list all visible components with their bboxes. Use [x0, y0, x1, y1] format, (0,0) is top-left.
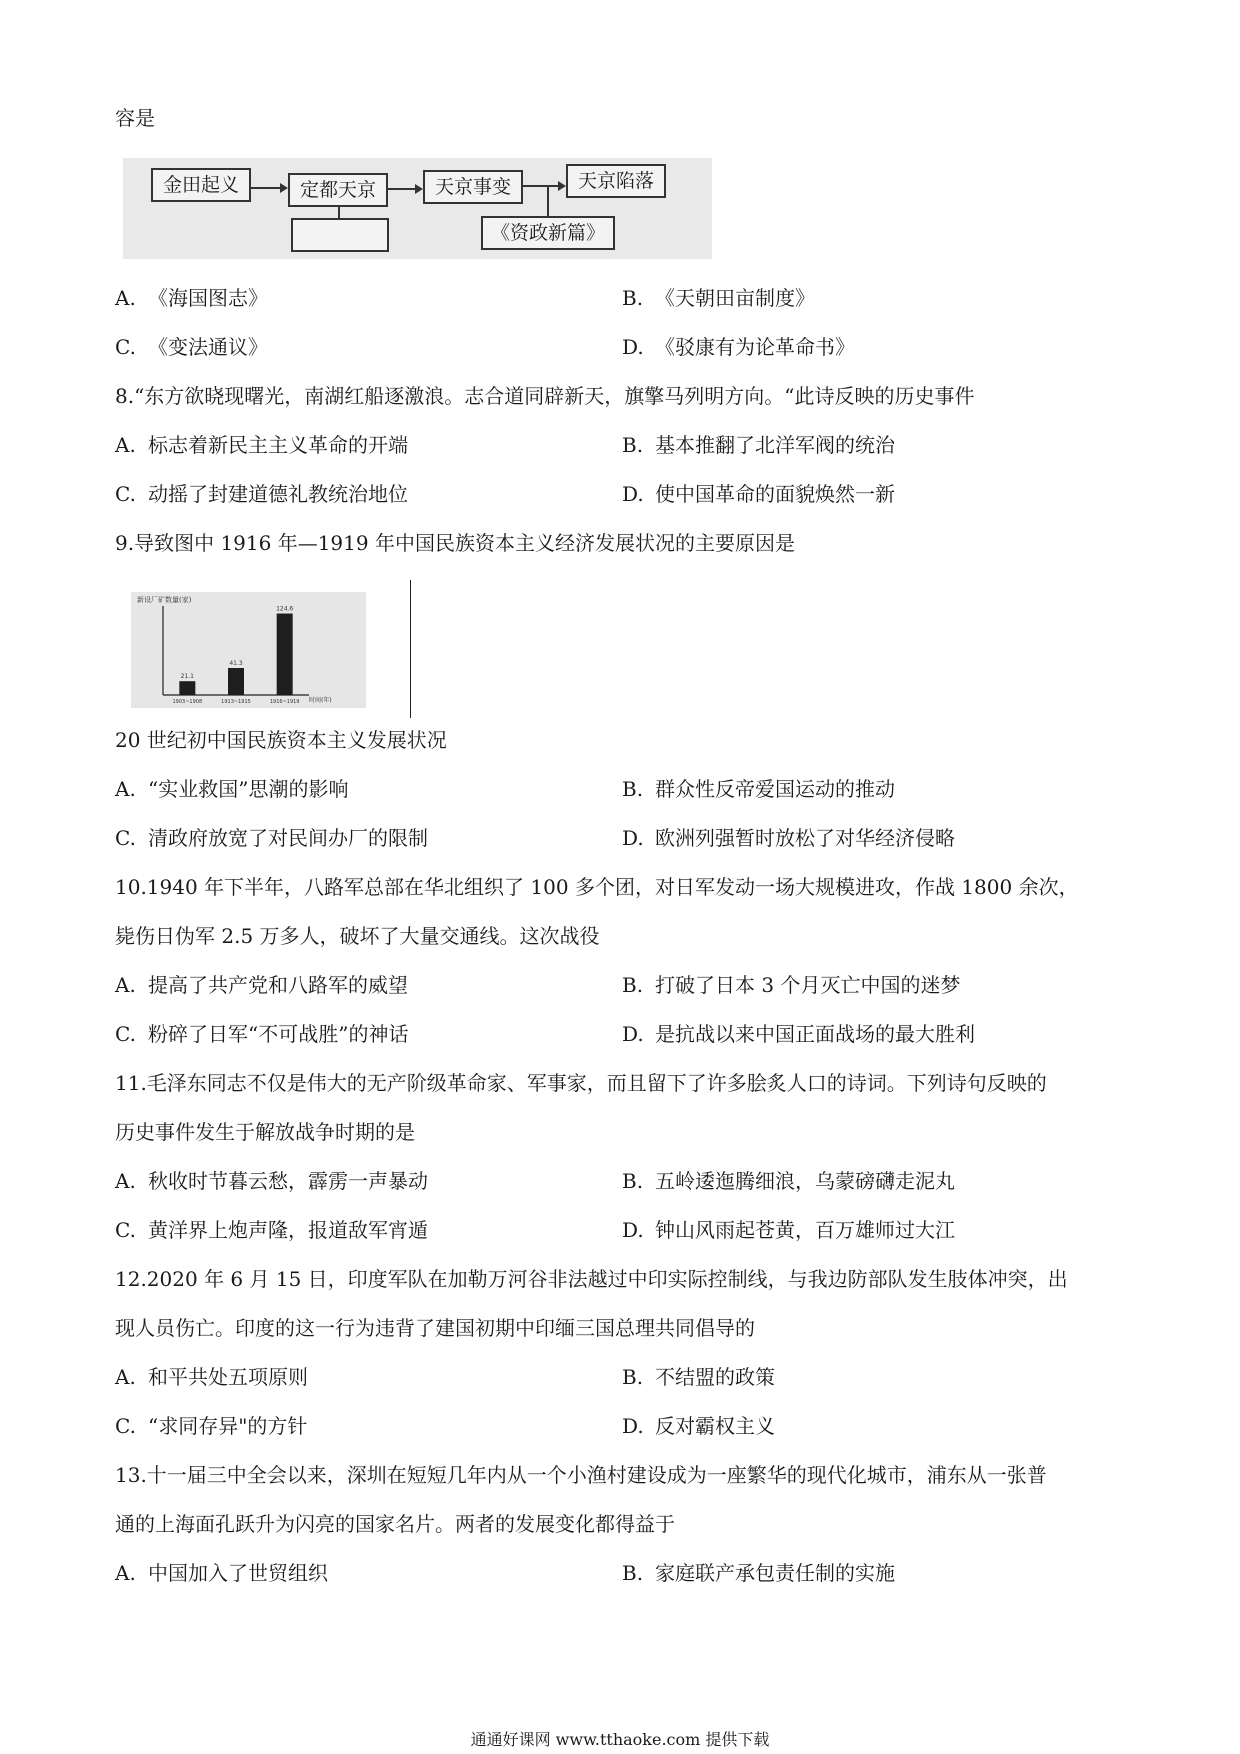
q11-option-c: C. 黄洋界上炮声隆，报道敌军宵遁 [115, 1218, 428, 1242]
flow-diagram [123, 158, 712, 259]
chart-tick-label: 1916~1919 [269, 699, 300, 705]
q10-option-c: C. 粉碎了日军“不可战胜”的神话 [115, 1022, 409, 1046]
intro-text: 容是 [115, 106, 155, 130]
q8-option-a: A. 标志着新民主主义革命的开端 [115, 433, 408, 457]
q9-option-c: C. 清政府放宽了对民间办厂的限制 [115, 826, 428, 850]
flow-connector [547, 186, 549, 216]
q11-stem-line-1: 11.毛泽东同志不仅是伟大的无产阶级革命家、军事家，而且留下了许多脍炙人口的诗词。下列诗句反映的 [115, 1071, 1047, 1095]
chart-xlabel: 时间(年) [309, 697, 332, 704]
q10-option-a: A. 提高了共产党和八路军的威望 [115, 973, 408, 997]
bar-chart [131, 592, 366, 708]
flow-box-tianjing-xianluo: 天京陷落 [566, 164, 666, 198]
arrow-icon [415, 184, 423, 194]
q11-option-b: B. 五岭逶迤腾细浪，乌蒙磅礴走泥丸 [622, 1169, 955, 1193]
q7-option-d: D. 《驳康有为论革命书》 [622, 335, 855, 359]
q9-stem: 9.导致图中 1916 年—1919 年中国民族资本主义经济发展状况的主要原因是 [115, 531, 795, 555]
q12-option-d: D. 反对霸权主义 [622, 1414, 775, 1438]
q8-option-c: C. 动摇了封建道德礼教统治地位 [115, 482, 408, 506]
flow-connector [523, 185, 558, 187]
q9-option-b: B. 群众性反帝爱国运动的推动 [622, 777, 895, 801]
q12-option-b: B. 不结盟的政策 [622, 1365, 775, 1389]
flow-box-jintian: 金田起义 [151, 168, 251, 202]
q12-stem-line-2: 现人员伤亡。印度的这一行为违背了建国初期中印缅三国总理共同倡导的 [115, 1316, 755, 1340]
q11-stem-line-2: 历史事件发生于解放战争时期的是 [115, 1120, 415, 1144]
q9-chart-caption: 20 世纪初中国民族资本主义发展状况 [115, 728, 447, 752]
chart-data-label: 41.3 [229, 659, 243, 667]
chart-bar [277, 614, 293, 695]
flow-connector [388, 188, 415, 190]
q13-stem-line-1: 13.十一届三中全会以来，深圳在短短几年内从一个小渔村建设成为一座繁华的现代化城市，浦东从一张普 [115, 1463, 1047, 1487]
q13-option-a: A. 中国加入了世贸组织 [115, 1561, 328, 1585]
flow-box-zizheng-xinpian: 《资政新篇》 [481, 216, 615, 250]
arrow-icon [558, 181, 566, 191]
q11-option-d: D. 钟山风雨起苍黄，百万雄师过大江 [622, 1218, 955, 1242]
divider-line [410, 580, 411, 718]
flow-connector [338, 207, 340, 218]
page-footer: 通通好课网 www.tthaoke.com 提供下载 [470, 1730, 770, 1749]
q10-option-d: D. 是抗战以来中国正面战场的最大胜利 [622, 1022, 975, 1046]
chart-tick-label: 1903~1908 [172, 699, 203, 705]
flow-connector [251, 187, 280, 189]
q10-stem-line-1: 10.1940 年下半年，八路军总部在华北组织了 100 多个团，对日军发动一场大规模进攻，作战 1800 余次， [115, 875, 1079, 899]
bar-chart-panel [131, 592, 366, 708]
chart-ylabel: 新设厂矿数量(家) [137, 596, 192, 604]
chart-data-label: 21.1 [180, 673, 195, 681]
q12-stem-line-1: 12.2020 年 6 月 15 日，印度军队在加勒万河谷非法越过中印实际控制线，与我边防部队发生肢体冲突，出 [115, 1267, 1068, 1291]
chart-tick-label: 1913~1915 [221, 699, 251, 705]
q12-option-c: C. “求同存异"的方针 [115, 1414, 308, 1438]
q11-option-a: A. 秋收时节暮云愁，霹雳一声暴动 [115, 1169, 428, 1193]
q8-option-d: D. 使中国革命的面貌焕然一新 [622, 482, 895, 506]
q10-stem-line-2: 毙伤日伪军 2.5 万多人，破坏了大量交通线。这次战役 [115, 924, 600, 948]
q7-option-c: C. 《变法通议》 [115, 335, 268, 359]
chart-bar [179, 681, 195, 695]
q9-option-a: A. “实业救国”思潮的影响 [115, 777, 349, 801]
q8-stem: 8.“东方欲晓现曙光，南湖红船逐激浪。志合道同辟新天，旗擎马列明方向。“此诗反映的历史事件 [115, 384, 975, 408]
q10-option-b: B. 打破了日本 3 个月灭亡中国的迷梦 [622, 973, 961, 997]
flow-box-dingdu: 定都天京 [288, 173, 388, 207]
q13-stem-line-2: 通的上海面孔跃升为闪亮的国家名片。两者的发展变化都得益于 [115, 1512, 675, 1536]
flow-box-tianjing-shibian: 天京事变 [423, 170, 523, 204]
q12-option-a: A. 和平共处五项原则 [115, 1365, 308, 1389]
q13-option-b: B. 家庭联产承包责任制的实施 [622, 1561, 895, 1585]
q8-option-b: B. 基本推翻了北洋军阀的统治 [622, 433, 895, 457]
chart-data-label: 124.6 [276, 605, 294, 613]
arrow-icon [280, 183, 288, 193]
q7-option-a: A. 《海国图志》 [115, 286, 268, 310]
q9-option-d: D. 欧洲列强暂时放松了对华经济侵略 [622, 826, 955, 850]
chart-bar [228, 668, 244, 695]
q7-option-b: B. 《天朝田亩制度》 [622, 286, 815, 310]
flow-box-blank [291, 218, 389, 252]
